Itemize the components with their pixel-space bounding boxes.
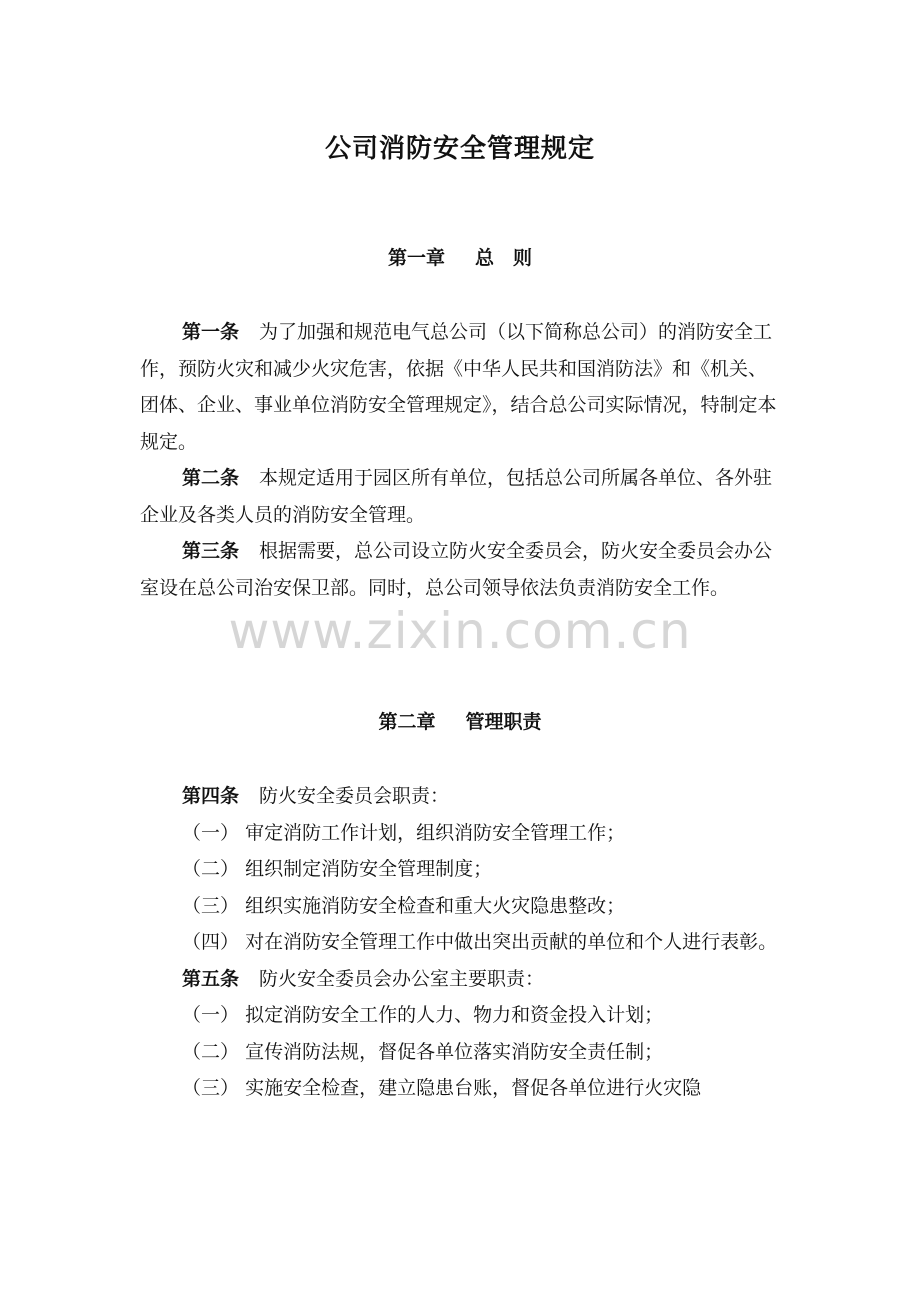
item-number: （二） [182, 858, 240, 880]
item-number: （三） [182, 1077, 240, 1099]
watermark: www.zixin.com.cn [228, 602, 692, 660]
document-title: 公司消防安全管理规定 [324, 134, 595, 164]
article-4-label: 第四条 [182, 785, 240, 807]
article-3 [140, 533, 780, 606]
chapter-1-name: 总 则 [475, 247, 533, 269]
article-5-item-2 [140, 1034, 780, 1071]
article-4 [140, 778, 780, 815]
item-text: 组织实施消防安全检查和重大火灾隐患整改； [245, 894, 626, 917]
chapter-1-body [140, 314, 780, 606]
item-number: （二） [182, 1040, 240, 1063]
article-1-text: 为了加强和规范电气总公司（以下简称总公司）的消防安全工作，预防火灾和减少火灾危害，依据《中华人民共和国消防法》和《机关、团体、企业、事业单位消防安全管理规定》，结合总公司实际情况，特制定本规定。 [140, 321, 777, 453]
article-4-text: 防火安全委员会职责： [259, 785, 450, 807]
article-5-item-1 [140, 997, 780, 1034]
item-text: 审定消防工作计划，组织消防安全管理工作； [245, 821, 626, 844]
chapter-2-number: 第二章 [378, 711, 436, 733]
item-text: 拟定消防安全工作的人力、物力和资金投入计划； [245, 1004, 664, 1026]
article-1-label: 第一条 [182, 321, 240, 343]
item-text: 对在消防安全管理工作中做出突出贡献的单位和个人进行表彰。 [245, 931, 778, 953]
article-2-text: 本规定适用于园区所有单位，包括总公司所属各单位、各外驻企业及各类人员的消防安全管理。 [140, 467, 773, 526]
chapter-2-name: 管理职责 [465, 711, 542, 733]
article-3-text: 根据需要，总公司设立防火安全委员会，防火安全委员会办公室设在总公司治安保卫部。同时，总公司领导依法负责消防安全工作。 [140, 540, 773, 599]
article-2-label: 第二条 [182, 467, 240, 489]
article-4-item-3 [140, 888, 780, 925]
item-number: （四） [182, 931, 240, 953]
article-1 [140, 314, 780, 460]
chapter-2-heading [0, 707, 920, 734]
article-4-item-4 [140, 924, 780, 961]
article-5-label: 第五条 [182, 967, 240, 990]
item-number: （一） [182, 1004, 240, 1026]
chapter-1-number: 第一章 [387, 247, 445, 269]
chapter-2-body [140, 778, 780, 1107]
article-4-item-1 [140, 815, 780, 852]
item-number: （一） [182, 821, 240, 844]
item-text: 实施安全检查，建立隐患台账，督促各单位进行火灾隐 [245, 1077, 702, 1099]
item-number: （三） [182, 894, 240, 917]
item-text: 宣传消防法规，督促各单位落实消防安全责任制； [245, 1040, 664, 1063]
article-2 [140, 460, 780, 533]
article-3-label: 第三条 [182, 540, 240, 562]
article-5-text: 防火安全委员会办公室主要职责： [259, 967, 545, 990]
item-text: 组织制定消防安全管理制度； [245, 858, 493, 880]
article-5 [140, 961, 780, 998]
article-4-item-2 [140, 851, 780, 888]
chapter-1-heading [0, 243, 920, 270]
article-5-item-3 [140, 1070, 780, 1107]
